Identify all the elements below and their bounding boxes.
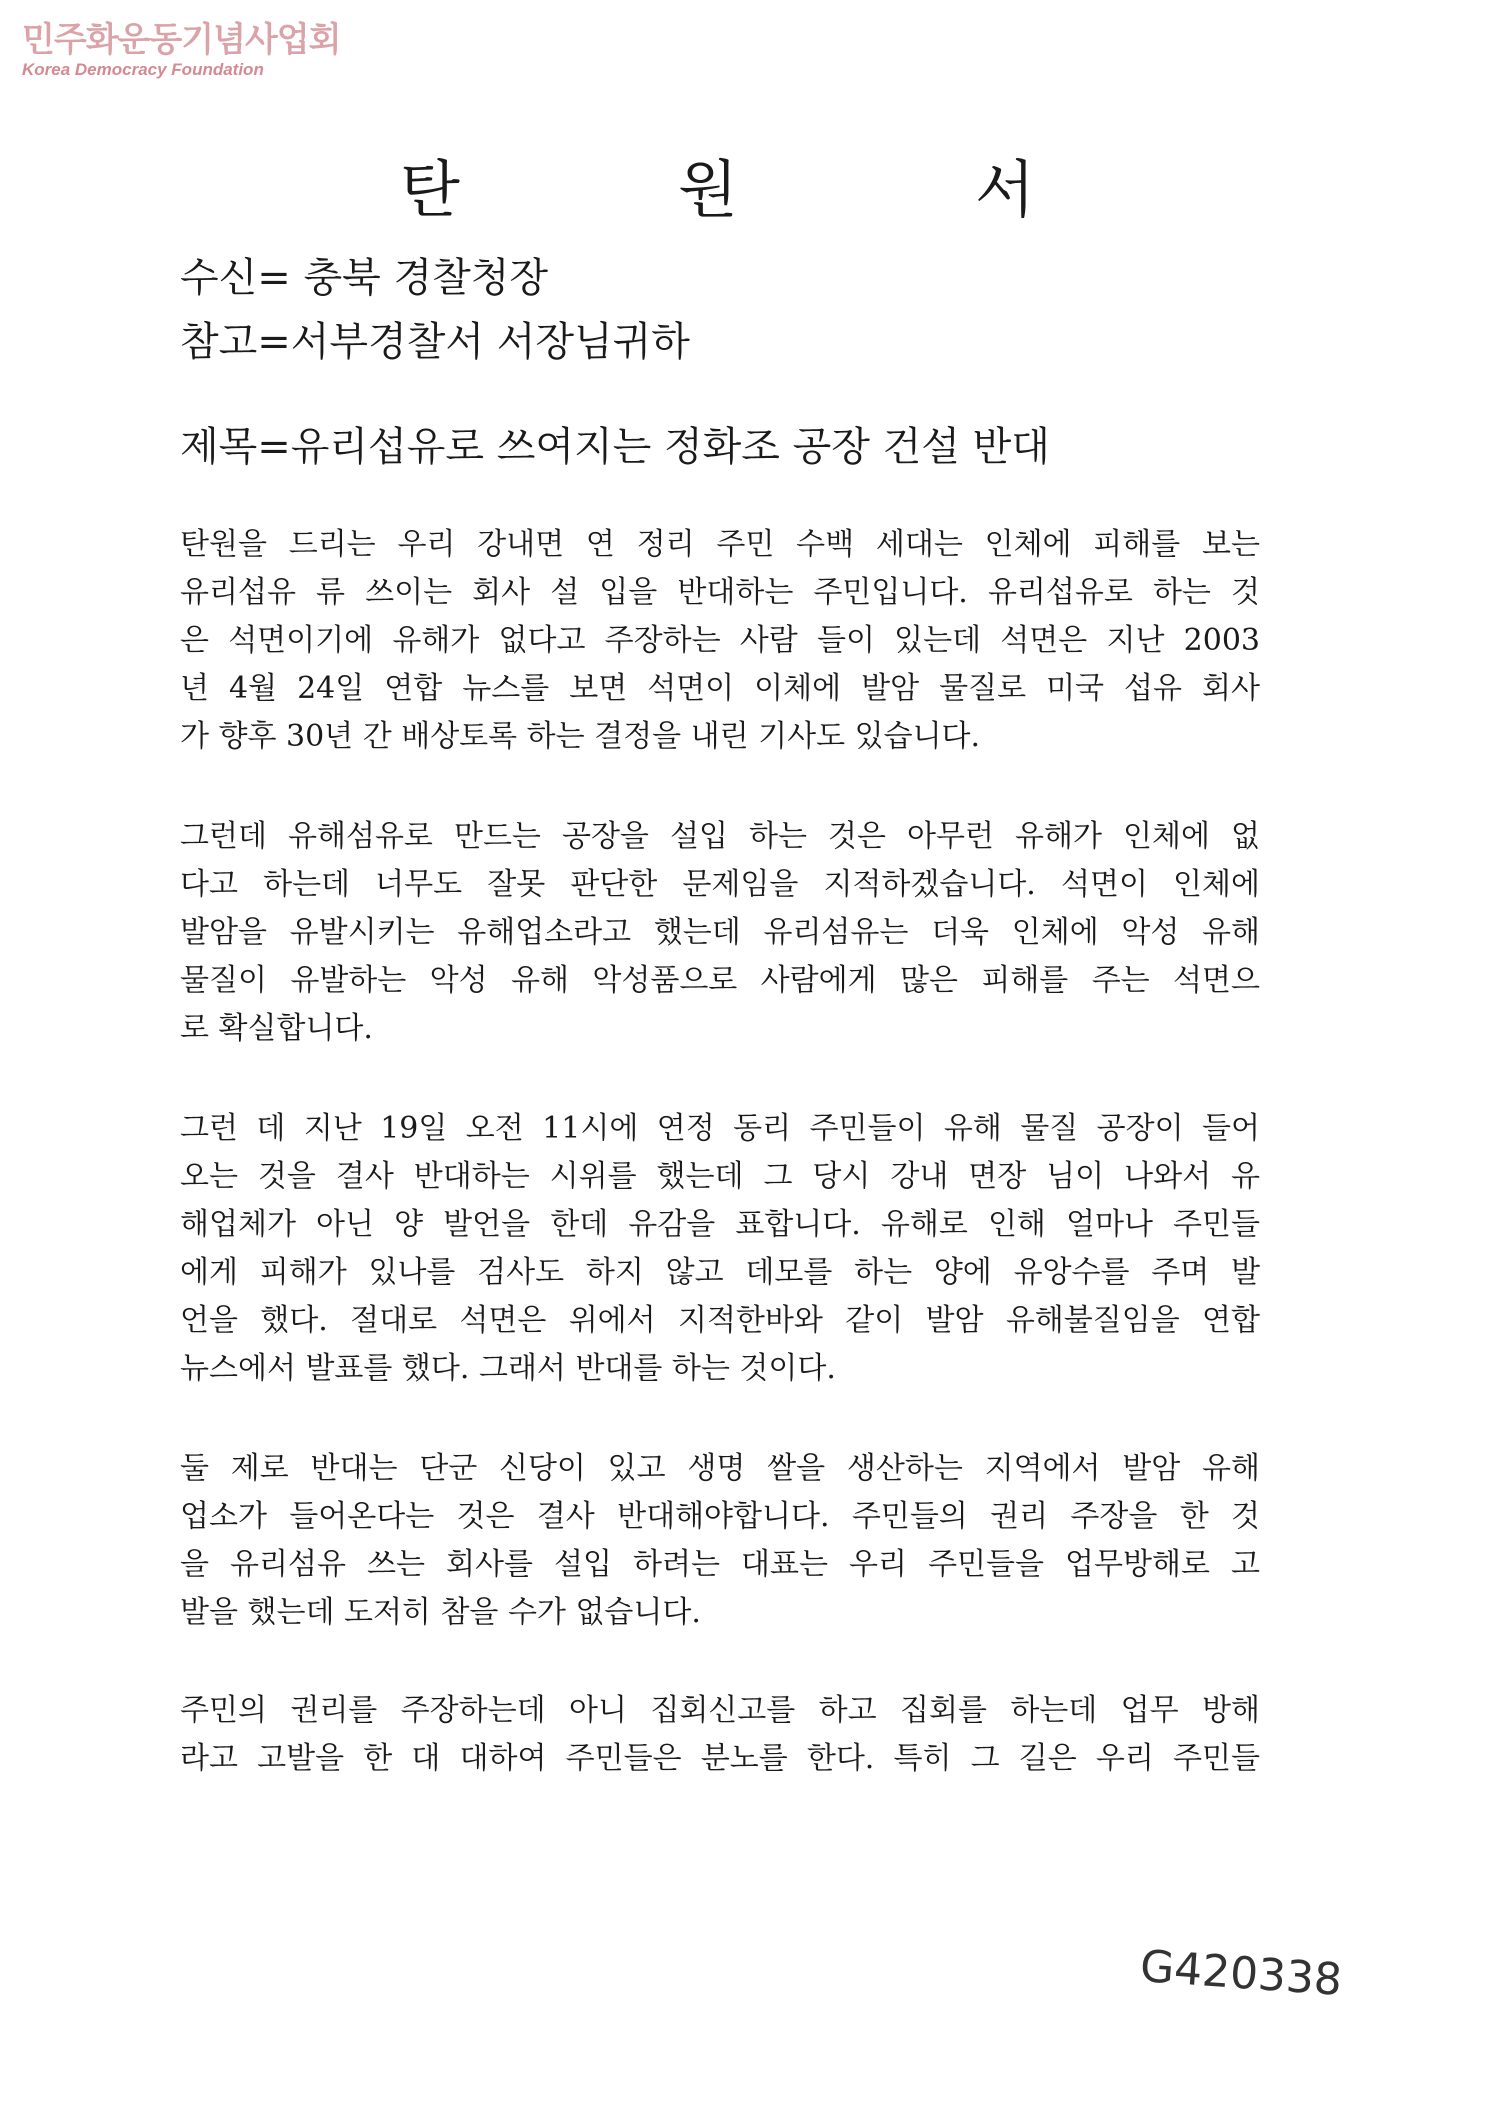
title-char-1: 탄 bbox=[400, 153, 460, 226]
paragraph-line: 발을 했는데 도저히 참을 수가 없습니다. bbox=[180, 1595, 701, 1630]
paragraph-line: 탄원을 드리는 우리 강내면 연 정리 주민 수백 세대는 인체에 피해를 보는 bbox=[180, 527, 1260, 562]
paragraph-line: 둘 제로 반대는 단군 신당이 있고 생명 쌀을 생산하는 지역에서 발암 유해 bbox=[180, 1451, 1260, 1486]
paragraph-line: 발암을 유발시키는 유해업소라고 했는데 유리섬유는 더욱 인체에 악성 유해 bbox=[180, 915, 1260, 950]
title-char-2: 원 bbox=[678, 153, 738, 226]
paragraph-line: 해업체가 아닌 양 발언을 한데 유감을 표합니다. 유해로 인해 얼마나 주민들 bbox=[180, 1207, 1260, 1242]
paragraph-line: 그런 데 지난 19일 오전 11시에 연정 동리 주민들이 유해 물질 공장이 들어 bbox=[180, 1111, 1260, 1146]
paragraph-line: 은 석면이기에 유해가 없다고 주장하는 사람 들이 있는데 석면은 지난 2003 bbox=[180, 623, 1260, 658]
archive-stamp: G420338 bbox=[1138, 1941, 1344, 2006]
paragraph-1 bbox=[180, 521, 1260, 761]
paragraph-2 bbox=[180, 813, 1260, 1053]
paragraph-4 bbox=[180, 1445, 1260, 1637]
paragraph-line: 가 향후 30년 간 배상토록 하는 결정을 내린 기사도 있습니다. bbox=[180, 719, 981, 754]
paragraph-line: 라고 고발을 한 대 대하여 주민들은 분노를 한다. 특히 그 길은 우리 주민들 bbox=[180, 1741, 1260, 1776]
paragraph-line: 언을 했다. 절대로 석면은 위에서 지적한바와 같이 발암 유해불질임을 연합 bbox=[180, 1303, 1260, 1338]
recipient-line: 수신= 충북 경찰청장 bbox=[180, 255, 549, 301]
paragraph-5 bbox=[180, 1687, 1260, 1783]
watermark-korean: 민주화운동기념사업회 bbox=[22, 20, 341, 60]
paragraph-line: 로 확실합니다. bbox=[180, 1011, 373, 1046]
subject-line: 제목=유리섭유로 쓰여지는 정화조 공장 건설 반대 bbox=[180, 424, 1050, 470]
paragraph-line: 에게 피해가 있나를 검사도 하지 않고 데모를 하는 양에 유앙수를 주며 발 bbox=[180, 1255, 1260, 1290]
paragraph-line: 주민의 권리를 주장하는데 아니 집회신고를 하고 집회를 하는데 업무 방해 bbox=[180, 1693, 1260, 1728]
watermark-logo bbox=[22, 20, 341, 80]
watermark-english: Korea Democracy Foundation bbox=[22, 60, 264, 79]
paragraph-line: 다고 하는데 너무도 잘못 판단한 문제임을 지적하겠습니다. 석면이 인체에 bbox=[180, 867, 1260, 902]
paragraph-line: 오는 것을 결사 반대하는 시위를 했는데 그 당시 강내 면장 님이 나와서 유 bbox=[180, 1159, 1260, 1194]
paragraph-line: 년 4월 24일 연합 뉴스를 보면 석면이 이체에 발암 물질로 미국 섭유 회사 bbox=[180, 671, 1260, 706]
paragraph-line: 뉴스에서 발표를 했다. 그래서 반대를 하는 것이다. bbox=[180, 1351, 836, 1386]
paragraph-3 bbox=[180, 1105, 1260, 1393]
paragraph-line: 업소가 들어온다는 것은 결사 반대해야합니다. 주민들의 권리 주장을 한 것 bbox=[180, 1499, 1260, 1534]
document-title bbox=[0, 150, 1498, 230]
title-char-3: 서 bbox=[975, 153, 1035, 226]
paragraph-line: 을 유리섬유 쓰는 회사를 설입 하려는 대표는 우리 주민들을 업무방해로 고 bbox=[180, 1547, 1260, 1582]
paragraph-line: 물질이 유발하는 악성 유해 악성품으로 사람에게 많은 피해를 주는 석면으 bbox=[180, 963, 1260, 998]
reference-line: 참고=서부경찰서 서장님귀하 bbox=[180, 319, 690, 365]
paragraph-line: 유리섭유 류 쓰이는 회사 설 입을 반대하는 주민입니다. 유리섭유로 하는 것 bbox=[180, 575, 1260, 610]
paragraph-line: 그런데 유해섬유로 만드는 공장을 설입 하는 것은 아무런 유해가 인체에 없 bbox=[180, 819, 1260, 854]
